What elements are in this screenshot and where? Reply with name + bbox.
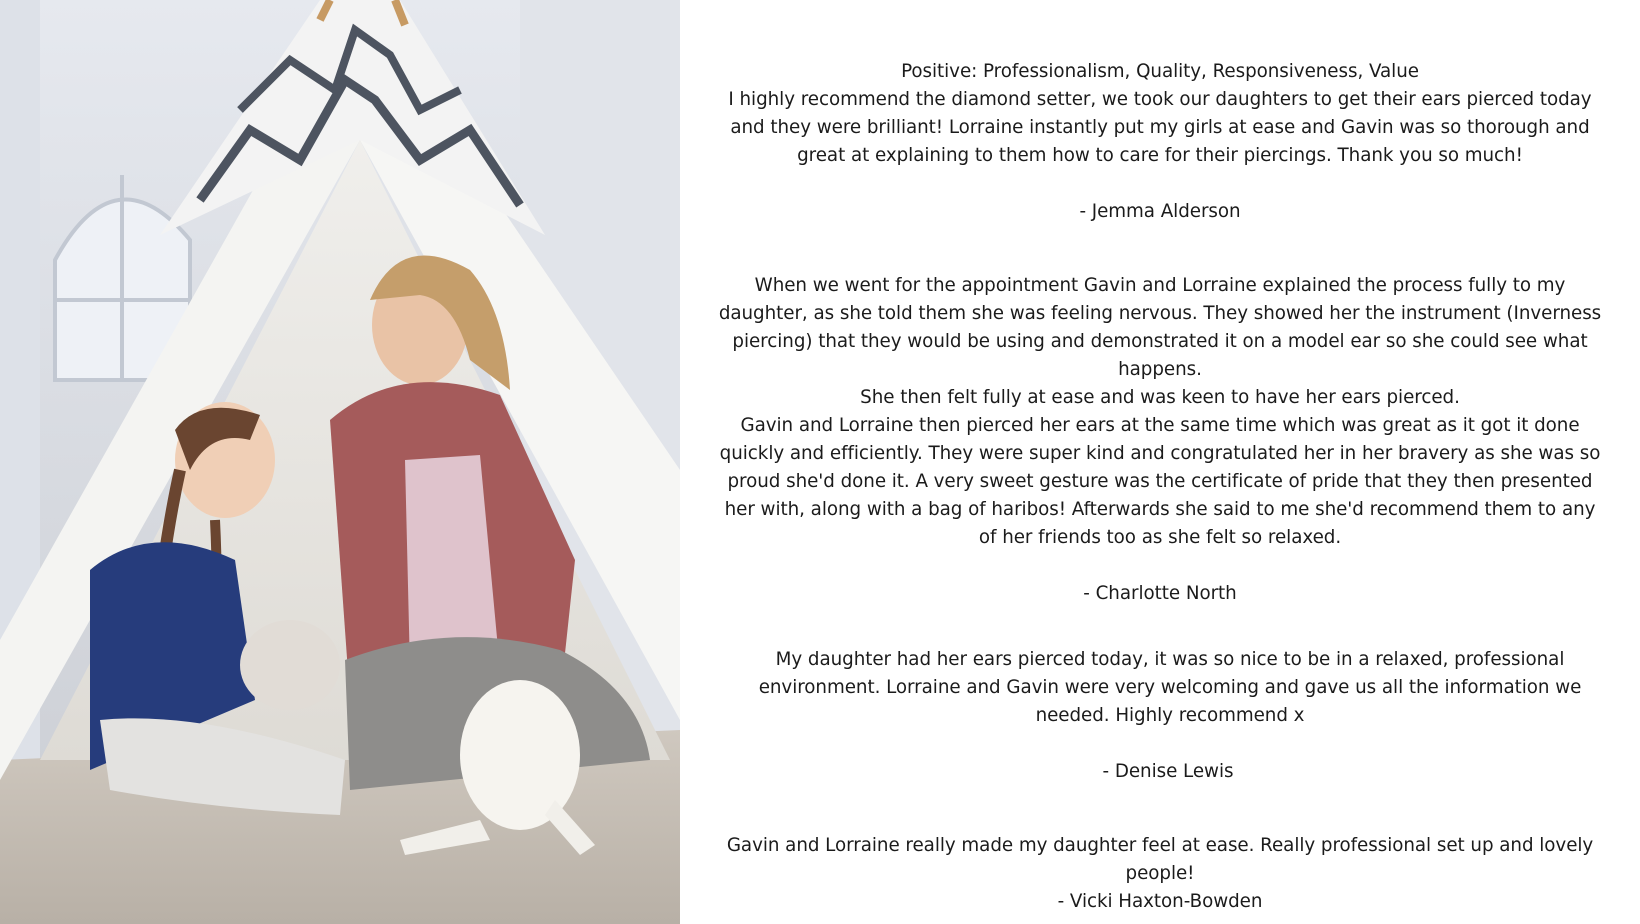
review-text: Gavin and Lorraine really made my daughter feel at ease. Really professional set up and lovely people! bbox=[726, 835, 1594, 884]
testimonials bbox=[700, 58, 1620, 916]
review-charlotte bbox=[715, 272, 1605, 552]
review-text: She then felt fully at ease and was keen to have her ears pierced. bbox=[860, 387, 1460, 408]
review-text: My daughter had her ears pierced today, it was so nice to be in a relaxed, professional environment. Lorraine and Gavin were very welcoming and gave us all the information we needed. Highly recommend x bbox=[758, 649, 1582, 726]
review-text: When we went for the appointment Gavin and Lorraine explained the process fully to my daughter, as she told them she was feeling nervous. They showed her the instrument (Inverness piercing) that they would be using and demonstrated it on a model ear so she could see what happens. bbox=[718, 275, 1602, 380]
review-denise bbox=[720, 646, 1620, 730]
review-text: Gavin and Lorraine then pierced her ears at the same time which was great as it got it done quickly and efficiently. They were super kind and congratulated her in her bravery as she was so proud she'd done it. A very sweet gesture was the certificate of pride that they then presented her with, along with a bag of haribos! Afterwards she said to me she'd recommend them to any of her friends too as she felt so relaxed. bbox=[719, 415, 1601, 548]
review-text: I highly recommend the diamond setter, we took our daughters to get their ears pierced today and they were brilliant! Lorraine instantly put my girls at ease and Gavin was so thorough and great at explaining to them how to care for their piercings. Thank you so much! bbox=[728, 89, 1592, 166]
testimonials-heading: Positive: Professionalism, Quality, Responsiveness, Value bbox=[901, 61, 1419, 82]
review-author: - Charlotte North bbox=[1083, 583, 1237, 604]
review-jemma bbox=[710, 86, 1610, 170]
review-author: - Vicki Haxton-Bowden bbox=[1057, 891, 1263, 912]
review-author: - Denise Lewis bbox=[1102, 761, 1234, 782]
review-vicki bbox=[710, 832, 1610, 888]
teepee-photo bbox=[0, 0, 680, 924]
review-author: - Jemma Alderson bbox=[1079, 201, 1241, 222]
teepee-photo-icon bbox=[0, 0, 680, 924]
